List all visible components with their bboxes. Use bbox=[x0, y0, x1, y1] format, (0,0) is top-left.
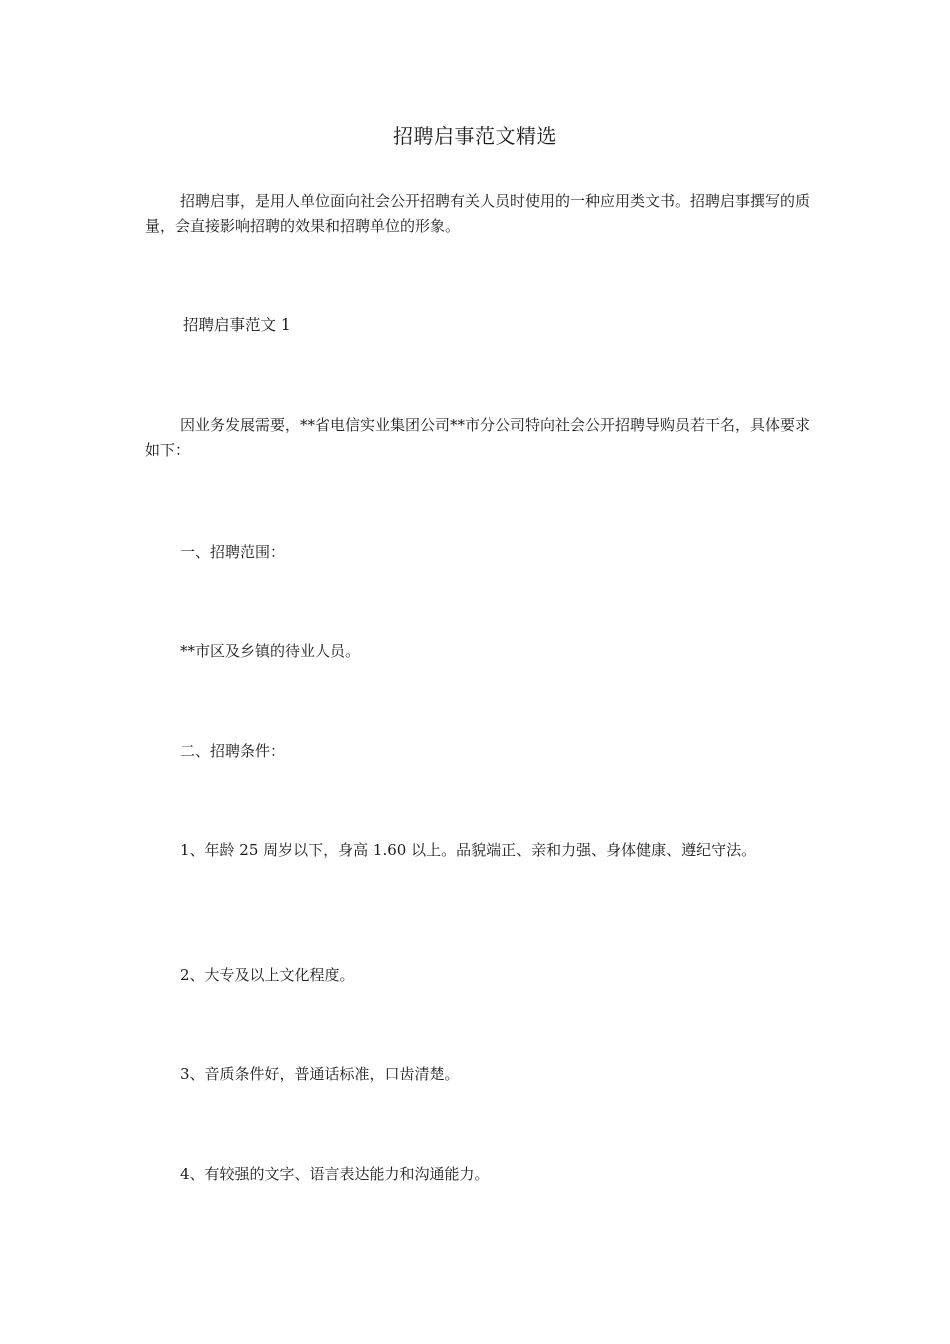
body-paragraph-scope: **市区及乡镇的待业人员。 bbox=[180, 642, 361, 660]
document-title: 招聘启事范文精选 bbox=[393, 124, 557, 148]
body-paragraph-purpose: 因业务发展需要，**省电信实业集团公司**市分公司特向社会公开招聘导购员若干名，具体要求如下： bbox=[145, 416, 811, 459]
section-subtitle: 招聘启事范文 1 bbox=[183, 316, 291, 334]
condition-item-3: 3、音质条件好，普通话标准，口齿清楚。 bbox=[180, 1065, 460, 1083]
intro-paragraph: 招聘启事，是用人单位面向社会公开招聘有关人员时使用的一种应用类文书。招聘启事撰写的质量，会直接影响招聘的效果和招聘单位的形象。 bbox=[145, 192, 811, 235]
condition-item-2: 2、大专及以上文化程度。 bbox=[180, 966, 355, 984]
condition-item-1: 1、年龄 25 周岁以下，身高 1.60 以上。品貌端正、亲和力强、身体健康、遵纪守法。 bbox=[180, 841, 757, 859]
heading-recruitment-conditions: 二、招聘条件： bbox=[180, 742, 286, 760]
heading-recruitment-scope: 一、招聘范围： bbox=[180, 543, 286, 561]
condition-item-4: 4、有较强的文字、语言表达能力和沟通能力。 bbox=[180, 1165, 490, 1183]
